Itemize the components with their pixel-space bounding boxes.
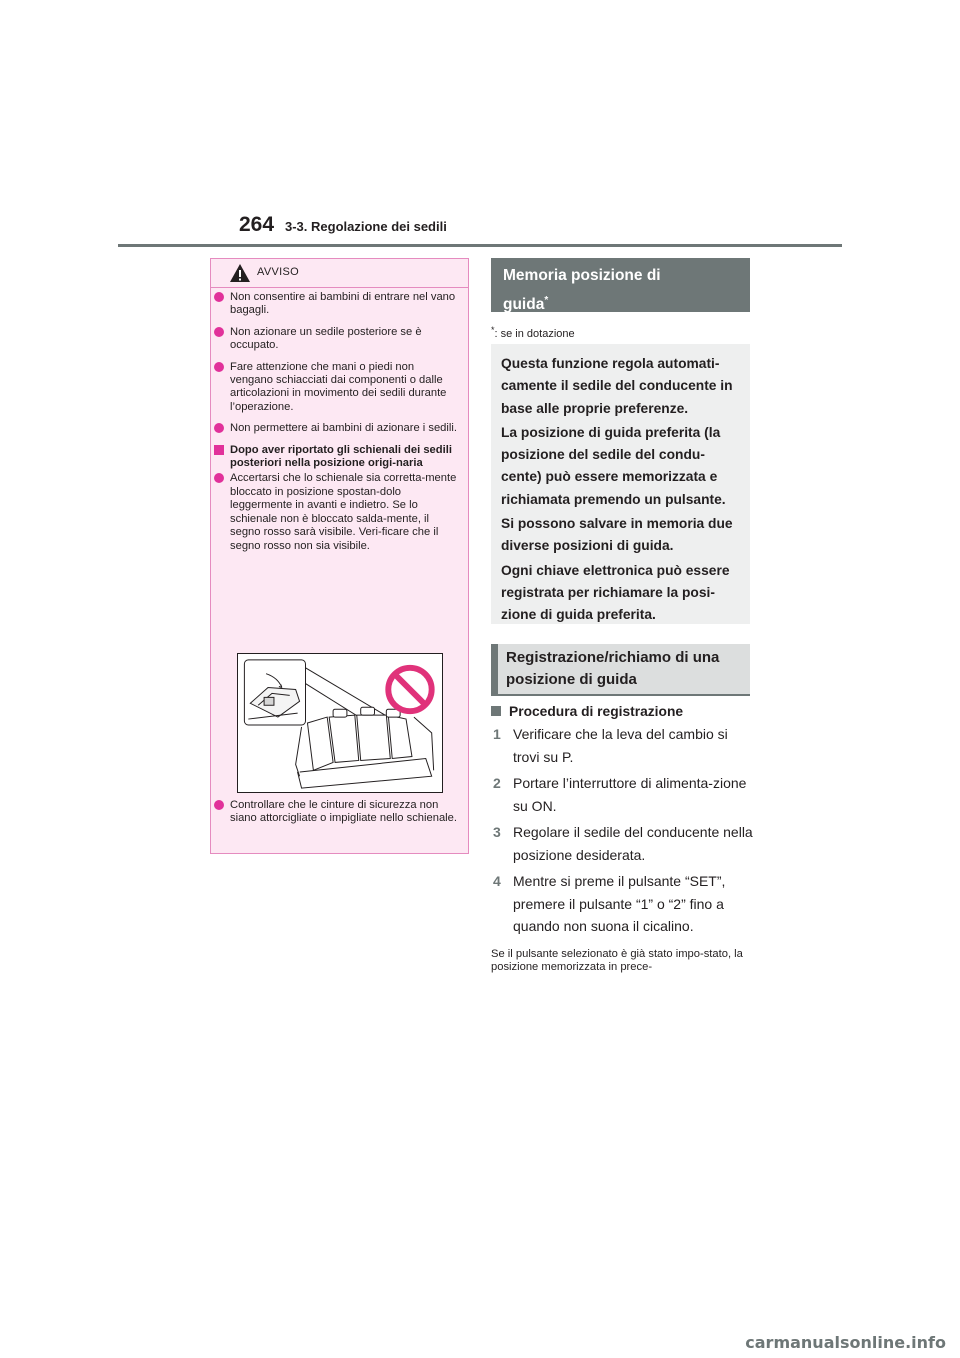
warning-item: Non azionare un sedile posteriore se è occupato. <box>211 326 468 353</box>
footnote: *: se in dotazione <box>491 325 575 340</box>
warning-item: Controllare che le cinture di sicurezza non siano attorcigliate o impigliate nello schienale. <box>211 799 468 826</box>
memoria-heading <box>491 258 750 312</box>
step-number: 2 <box>493 775 501 791</box>
bullet-icon <box>214 473 224 483</box>
asterisk: * <box>544 295 549 306</box>
warning-item: Non permettere ai bambini di azionare i sedili. <box>211 422 468 435</box>
seatback-lock-inset <box>244 660 305 725</box>
warning-title: AVVISO <box>257 266 299 278</box>
step-text: Portare l’interruttore di alimenta-zione su ON. <box>513 775 747 814</box>
bullet-icon <box>214 292 224 302</box>
intro-paragraph: Si possono salvare in memoria due diverse posizioni di guida. <box>501 516 733 554</box>
square-bullet-icon <box>491 706 501 716</box>
bullet-icon <box>214 423 224 433</box>
intro-paragraph: Questa funzione regola automati-camente il sedile del conducente in base alle proprie preferenze. <box>501 356 733 416</box>
warning-box <box>210 258 469 854</box>
step-item <box>491 870 753 938</box>
step-text: Verificare che la leva del cambio si trovi su P. <box>513 726 728 765</box>
step-number: 1 <box>493 726 501 742</box>
intro-paragraph: Ogni chiave elettronica può essere registrata per richiamare la posi-zione di guida preferita. <box>501 562 730 623</box>
warning-item: Non consentire ai bambini di entrare nel vano bagagli. <box>211 291 468 318</box>
warning-header <box>211 259 468 288</box>
steps-list <box>491 723 753 942</box>
warning-list <box>211 291 468 561</box>
header-rule <box>118 244 842 247</box>
step-text: Regolare il sedile del conducente nella posizione desiderata. <box>513 824 753 863</box>
bullet-icon <box>214 327 224 337</box>
step-text: Mentre si preme il pulsante “SET”, premere il pulsante “1” o “2” fino a quando non suona il cicalino. <box>513 873 726 934</box>
warning-subheading: Dopo aver riportato gli schienali dei sedili posteriori nella posizione origi-naria <box>211 444 468 471</box>
memoria-title-line2: guida* <box>503 295 549 314</box>
footnote-star: * <box>491 325 495 335</box>
step-item <box>491 821 753 866</box>
step-number: 4 <box>493 873 501 889</box>
warning-item: Accertarsi che lo schienale sia corretta-mente bloccato in posizione spostan-dolo leggermente in avanti e indietro. Se lo schienale non è bloccato salda-mente, il segno rosso sarà visibile. Veri-ficare che il segno rosso non sia visibile. <box>211 472 468 552</box>
bullet-icon <box>214 362 224 372</box>
note-text: Se il pulsante selezionato è già stato impo-stato, la posizione memorizzata in prece- <box>491 948 743 974</box>
step-number: 3 <box>493 824 501 840</box>
memoria-title-line1: Memoria posizione di <box>503 267 661 284</box>
registrazione-heading: Registrazione/richiamo di una posizione di guida <box>491 644 750 696</box>
watermark[interactable]: carmanualsonline.info <box>745 1333 946 1352</box>
warning-triangle-icon <box>229 263 251 283</box>
procedure-title: Procedura di registrazione <box>491 704 683 719</box>
bullet-icon <box>214 800 224 810</box>
step-item <box>491 772 753 817</box>
warning-item: Fare attenzione che mani o piedi non vengano schiacciati dai componenti o dalle articolazioni in movimento dei sedili durante l’operazione. <box>211 361 468 415</box>
warning-last-list <box>211 799 468 834</box>
prohibition-icon <box>388 668 431 711</box>
intro-paragraph: La posizione di guida preferita (la posizione del sedile del condu-cente) può essere memorizzata e richiamata premendo un pulsante. <box>501 424 726 507</box>
section-label: 3-3. Regolazione dei sedili <box>285 219 447 234</box>
rear-seat-illustration <box>237 653 443 793</box>
intro-box <box>491 344 750 624</box>
step-item <box>491 723 753 768</box>
square-bullet-icon <box>214 445 224 455</box>
page-number: 264 <box>239 213 275 236</box>
